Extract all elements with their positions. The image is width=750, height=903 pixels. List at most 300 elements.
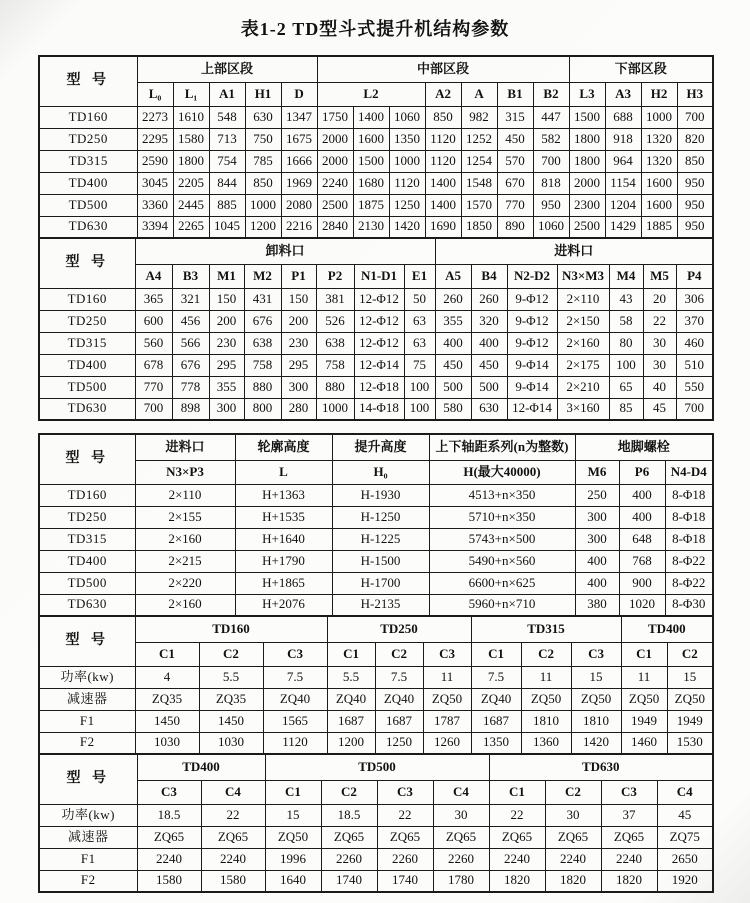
data-cell: 750 <box>245 128 281 150</box>
data-cell: ZQ40 <box>471 688 521 710</box>
header-cell: C1 <box>621 642 667 666</box>
table-row <box>39 106 713 128</box>
header-cell: 地脚螺栓 <box>575 434 713 460</box>
data-cell: 12-Φ12 <box>354 332 404 354</box>
data-cell: 1640 <box>265 870 321 892</box>
table-row <box>39 288 713 310</box>
data-cell: 8-Φ30 <box>665 594 713 616</box>
data-cell: 295 <box>281 354 316 376</box>
data-cell: 456 <box>172 310 209 332</box>
row-label: TD500 <box>39 572 135 594</box>
data-cell: 1500 <box>353 150 389 172</box>
header-cell: C2 <box>667 642 713 666</box>
table-power-large-models <box>38 753 714 893</box>
data-cell: 1740 <box>321 870 377 892</box>
header-cell: TD250 <box>327 616 471 642</box>
data-cell: 2260 <box>433 848 489 870</box>
data-cell: 2205 <box>173 172 209 194</box>
data-cell: 7.5 <box>471 666 521 688</box>
data-cell: ZQ50 <box>621 688 667 710</box>
data-cell: 1530 <box>667 732 713 754</box>
data-cell: 1949 <box>621 710 667 732</box>
header-cell: C2 <box>545 780 601 804</box>
header-cell: 上部区段 <box>137 56 317 82</box>
data-cell: 560 <box>135 332 172 354</box>
row-label: TD315 <box>39 528 135 550</box>
data-cell: 570 <box>497 150 533 172</box>
data-cell: H-2135 <box>332 594 429 616</box>
data-cell: 2×160 <box>557 332 609 354</box>
data-cell: 898 <box>172 398 209 420</box>
header-cell: D <box>281 82 317 106</box>
data-cell: 100 <box>404 376 435 398</box>
data-cell: 1060 <box>533 216 569 238</box>
data-cell: 1030 <box>199 732 263 754</box>
data-cell: 2590 <box>137 150 173 172</box>
table-row <box>39 848 713 870</box>
data-cell: 500 <box>471 376 507 398</box>
data-cell: 12-Φ12 <box>354 310 404 332</box>
data-cell: 20 <box>643 288 676 310</box>
data-cell: ZQ50 <box>667 688 713 710</box>
header-row <box>39 238 713 264</box>
data-cell: 700 <box>677 106 713 128</box>
header-cell: A5 <box>435 264 471 288</box>
data-cell: 431 <box>244 288 281 310</box>
data-cell: 770 <box>135 376 172 398</box>
header-cell: H(最大40000) <box>429 460 575 484</box>
data-cell: 5710+n×350 <box>429 506 575 528</box>
header-cell: P1 <box>281 264 316 288</box>
header-cell: C1 <box>327 642 375 666</box>
data-cell: 2260 <box>377 848 433 870</box>
header-cell: TD315 <box>471 616 621 642</box>
data-cell: 12-Φ18 <box>354 376 404 398</box>
row-label: TD630 <box>39 594 135 616</box>
header-cell: H3 <box>677 82 713 106</box>
data-cell: 150 <box>281 288 316 310</box>
data-cell: 40 <box>643 376 676 398</box>
data-cell: 500 <box>435 376 471 398</box>
data-cell: 2×175 <box>557 354 609 376</box>
data-cell: 200 <box>281 310 316 332</box>
data-cell: 200 <box>209 310 244 332</box>
header-cell: 轮廓高度 <box>235 434 332 460</box>
header-cell: N1-D1 <box>354 264 404 288</box>
data-cell: 18.5 <box>137 804 201 826</box>
data-cell: 2×150 <box>557 310 609 332</box>
header-cell: M4 <box>609 264 643 288</box>
data-cell: 1252 <box>461 128 497 150</box>
table-row <box>39 528 713 550</box>
data-cell: 1548 <box>461 172 497 194</box>
data-cell: 400 <box>619 484 665 506</box>
data-cell: 8-Φ18 <box>665 506 713 528</box>
data-cell: 3045 <box>137 172 173 194</box>
table-power-small-models <box>38 615 714 755</box>
data-cell: H-1250 <box>332 506 429 528</box>
data-cell: 880 <box>244 376 281 398</box>
data-cell: 100 <box>404 398 435 420</box>
data-cell: 1787 <box>423 710 471 732</box>
data-cell: 2130 <box>353 216 389 238</box>
table-row <box>39 128 713 150</box>
data-cell: 320 <box>471 310 507 332</box>
data-cell: 2×215 <box>135 550 235 572</box>
table-row <box>39 376 713 398</box>
data-cell: 15 <box>667 666 713 688</box>
data-cell: 1254 <box>461 150 497 172</box>
header-cell: TD630 <box>489 754 713 780</box>
data-cell: 6600+n×625 <box>429 572 575 594</box>
data-cell: 1750 <box>317 106 353 128</box>
header-cell: M2 <box>244 264 281 288</box>
data-cell: 2000 <box>317 150 353 172</box>
data-cell: 380 <box>575 594 619 616</box>
data-cell: 630 <box>245 106 281 128</box>
data-cell: 2080 <box>281 194 317 216</box>
data-cell: 2×160 <box>135 594 235 616</box>
data-cell: 1850 <box>461 216 497 238</box>
data-cell: 820 <box>677 128 713 150</box>
data-cell: 400 <box>435 332 471 354</box>
data-cell: 754 <box>209 150 245 172</box>
data-cell: H+1535 <box>235 506 332 528</box>
data-cell: 1610 <box>173 106 209 128</box>
header-cell: TD400 <box>621 616 713 642</box>
data-cell: 1120 <box>425 128 461 150</box>
data-cell: 982 <box>461 106 497 128</box>
data-cell: 700 <box>135 398 172 420</box>
header-cell: B3 <box>172 264 209 288</box>
data-cell: ZQ50 <box>521 688 571 710</box>
model-header-cell: 型 号 <box>39 616 135 666</box>
data-cell: 676 <box>172 354 209 376</box>
data-cell: 1320 <box>641 128 677 150</box>
data-cell: 8-Φ18 <box>665 528 713 550</box>
data-cell: 295 <box>209 354 244 376</box>
row-label: TD630 <box>39 398 135 420</box>
data-cell: 447 <box>533 106 569 128</box>
header-cell: 提升高度 <box>332 434 429 460</box>
model-header-cell: 型 号 <box>39 238 135 288</box>
data-cell: 12-Φ12 <box>354 288 404 310</box>
table-row <box>39 550 713 572</box>
header-cell: N3×M3 <box>557 264 609 288</box>
data-cell: 1450 <box>135 710 199 732</box>
data-cell: 381 <box>316 288 354 310</box>
header-cell: C4 <box>201 780 265 804</box>
data-cell: 5743+n×500 <box>429 528 575 550</box>
header-cell: H1 <box>245 82 281 106</box>
table-section-dimensions <box>38 55 714 239</box>
data-cell: 1000 <box>316 398 354 420</box>
data-cell: ZQ75 <box>657 826 713 848</box>
data-cell: 880 <box>316 376 354 398</box>
table-ports <box>38 237 714 421</box>
data-cell: 778 <box>172 376 209 398</box>
data-cell: 100 <box>609 354 643 376</box>
data-cell: 365 <box>135 288 172 310</box>
data-cell: 2650 <box>657 848 713 870</box>
data-cell: 950 <box>533 194 569 216</box>
data-cell: 1000 <box>245 194 281 216</box>
data-cell: 700 <box>533 150 569 172</box>
data-cell: 11 <box>621 666 667 688</box>
data-cell: ZQ35 <box>199 688 263 710</box>
data-cell: 400 <box>575 572 619 594</box>
data-cell: 918 <box>605 128 641 150</box>
data-cell: 1875 <box>353 194 389 216</box>
data-cell: 800 <box>244 398 281 420</box>
header-cell: C2 <box>321 780 377 804</box>
table-row <box>39 572 713 594</box>
data-cell: 2840 <box>317 216 353 238</box>
data-cell: 22 <box>643 310 676 332</box>
data-cell: 2260 <box>321 848 377 870</box>
data-cell: 1885 <box>641 216 677 238</box>
data-cell: 1600 <box>641 172 677 194</box>
data-cell: 1500 <box>569 106 605 128</box>
table-row <box>39 398 713 420</box>
data-cell: 2445 <box>173 194 209 216</box>
data-cell: 15 <box>265 804 321 826</box>
data-cell: 2216 <box>281 216 317 238</box>
data-cell: 9-Φ14 <box>507 354 557 376</box>
header-cell: B4 <box>471 264 507 288</box>
data-cell: 3360 <box>137 194 173 216</box>
data-cell: 1120 <box>263 732 327 754</box>
data-cell: 5.5 <box>199 666 263 688</box>
data-cell: H+1790 <box>235 550 332 572</box>
data-cell: H+1363 <box>235 484 332 506</box>
data-cell: 688 <box>605 106 641 128</box>
header-row <box>39 434 713 460</box>
header-cell: A <box>461 82 497 106</box>
data-cell: 300 <box>575 506 619 528</box>
header-cell: A2 <box>425 82 461 106</box>
data-cell: 964 <box>605 150 641 172</box>
data-cell: 1020 <box>619 594 665 616</box>
row-label: F2 <box>39 870 137 892</box>
data-cell: 1666 <box>281 150 317 172</box>
data-cell: 510 <box>676 354 713 376</box>
data-cell: 400 <box>575 550 619 572</box>
data-cell: 818 <box>533 172 569 194</box>
data-cell: 580 <box>435 398 471 420</box>
header-row <box>39 754 713 780</box>
table-row <box>39 594 713 616</box>
header-cell: L₀ <box>137 82 173 106</box>
row-label: TD400 <box>39 354 135 376</box>
header-row <box>39 780 713 804</box>
data-cell: 768 <box>619 550 665 572</box>
data-cell: 300 <box>281 376 316 398</box>
data-cell: 7.5 <box>263 666 327 688</box>
data-cell: 1400 <box>353 106 389 128</box>
data-cell: 9-Φ12 <box>507 332 557 354</box>
data-cell: 770 <box>497 194 533 216</box>
row-label: 减速器 <box>39 826 137 848</box>
header-cell: C2 <box>521 642 571 666</box>
data-cell: H-1930 <box>332 484 429 506</box>
data-cell: 1687 <box>375 710 423 732</box>
data-cell: 11 <box>423 666 471 688</box>
header-cell: M6 <box>575 460 619 484</box>
data-cell: 230 <box>209 332 244 354</box>
data-cell: 638 <box>244 332 281 354</box>
header-row <box>39 642 713 666</box>
data-cell: 9-Φ12 <box>507 288 557 310</box>
header-cell: P2 <box>316 264 354 288</box>
header-cell: P6 <box>619 460 665 484</box>
data-cell: 2240 <box>489 848 545 870</box>
data-cell: 370 <box>676 310 713 332</box>
data-cell: 22 <box>489 804 545 826</box>
data-cell: 1429 <box>605 216 641 238</box>
header-cell: C3 <box>601 780 657 804</box>
data-cell: 355 <box>209 376 244 398</box>
row-label: TD500 <box>39 376 135 398</box>
data-cell: 85 <box>609 398 643 420</box>
table-row <box>39 354 713 376</box>
data-cell: 2×210 <box>557 376 609 398</box>
data-cell: 355 <box>435 310 471 332</box>
data-cell: 450 <box>497 128 533 150</box>
data-cell: 22 <box>201 804 265 826</box>
data-cell: 638 <box>316 332 354 354</box>
row-label: TD160 <box>39 484 135 506</box>
data-cell: 630 <box>471 398 507 420</box>
data-cell: 850 <box>245 172 281 194</box>
header-cell: 进料口 <box>135 434 235 460</box>
data-cell: 400 <box>619 506 665 528</box>
model-header-cell: 型 号 <box>39 754 137 804</box>
data-cell: 80 <box>609 332 643 354</box>
header-cell: C2 <box>375 642 423 666</box>
data-cell: 280 <box>281 398 316 420</box>
table-row <box>39 150 713 172</box>
data-cell: 1360 <box>521 732 571 754</box>
data-cell: ZQ40 <box>263 688 327 710</box>
header-cell: B1 <box>497 82 533 106</box>
data-cell: 65 <box>609 376 643 398</box>
data-cell: 2×155 <box>135 506 235 528</box>
data-cell: 648 <box>619 528 665 550</box>
header-row <box>39 616 713 642</box>
data-cell: 1400 <box>425 194 461 216</box>
data-cell: 2265 <box>173 216 209 238</box>
data-cell: ZQ40 <box>327 688 375 710</box>
data-cell: 8-Φ22 <box>665 572 713 594</box>
header-cell: L <box>235 460 332 484</box>
data-cell: H+2076 <box>235 594 332 616</box>
data-cell: ZQ65 <box>377 826 433 848</box>
data-cell: 1969 <box>281 172 317 194</box>
table-heights <box>38 433 714 617</box>
data-cell: ZQ40 <box>375 688 423 710</box>
data-cell: 2000 <box>317 128 353 150</box>
header-cell: A1 <box>209 82 245 106</box>
table-row <box>39 332 713 354</box>
data-cell: 2×220 <box>135 572 235 594</box>
header-cell: C2 <box>199 642 263 666</box>
data-cell: 1200 <box>245 216 281 238</box>
row-label: F1 <box>39 710 135 732</box>
table-row <box>39 666 713 688</box>
data-cell: 315 <box>497 106 533 128</box>
row-label: TD160 <box>39 288 135 310</box>
row-label: TD400 <box>39 172 137 194</box>
data-cell: 300 <box>209 398 244 420</box>
data-cell: 1580 <box>173 128 209 150</box>
data-cell: ZQ35 <box>135 688 199 710</box>
header-cell: TD160 <box>135 616 327 642</box>
data-cell: 2×160 <box>135 528 235 550</box>
data-cell: 3394 <box>137 216 173 238</box>
row-label: TD315 <box>39 150 137 172</box>
table-row <box>39 484 713 506</box>
header-row <box>39 82 713 106</box>
row-label: TD250 <box>39 506 135 528</box>
data-cell: 306 <box>676 288 713 310</box>
data-cell: ZQ50 <box>265 826 321 848</box>
data-cell: H+1640 <box>235 528 332 550</box>
data-cell: 950 <box>677 194 713 216</box>
data-cell: 4513+n×350 <box>429 484 575 506</box>
data-cell: 1060 <box>389 106 425 128</box>
data-cell: 1820 <box>489 870 545 892</box>
data-cell: H-1500 <box>332 550 429 572</box>
data-cell: 2500 <box>569 216 605 238</box>
data-cell: 1204 <box>605 194 641 216</box>
data-cell: 1570 <box>461 194 497 216</box>
data-cell: 1420 <box>389 216 425 238</box>
row-label: 减速器 <box>39 688 135 710</box>
header-cell: TD400 <box>137 754 265 780</box>
table-row <box>39 172 713 194</box>
row-label: TD160 <box>39 106 137 128</box>
data-cell: 1820 <box>545 870 601 892</box>
data-cell: 400 <box>471 332 507 354</box>
header-cell: H2 <box>641 82 677 106</box>
header-row <box>39 460 713 484</box>
data-cell: 37 <box>601 804 657 826</box>
data-cell: ZQ50 <box>423 688 471 710</box>
header-cell: A4 <box>135 264 172 288</box>
data-cell: 2240 <box>317 172 353 194</box>
data-cell: 2240 <box>601 848 657 870</box>
row-label: F1 <box>39 848 137 870</box>
data-cell: 850 <box>425 106 461 128</box>
header-cell: C3 <box>263 642 327 666</box>
header-cell: C4 <box>433 780 489 804</box>
data-cell: 1450 <box>199 710 263 732</box>
data-cell: 15 <box>571 666 621 688</box>
header-cell: L₁ <box>173 82 209 106</box>
data-cell: 1000 <box>641 106 677 128</box>
data-cell: 1250 <box>375 732 423 754</box>
header-row <box>39 264 713 288</box>
data-cell: 2240 <box>201 848 265 870</box>
header-cell: C1 <box>135 642 199 666</box>
data-cell: 582 <box>533 128 569 150</box>
data-cell: 844 <box>209 172 245 194</box>
table-row <box>39 688 713 710</box>
row-label: TD400 <box>39 550 135 572</box>
header-cell: L3 <box>569 82 605 106</box>
header-cell: C1 <box>265 780 321 804</box>
